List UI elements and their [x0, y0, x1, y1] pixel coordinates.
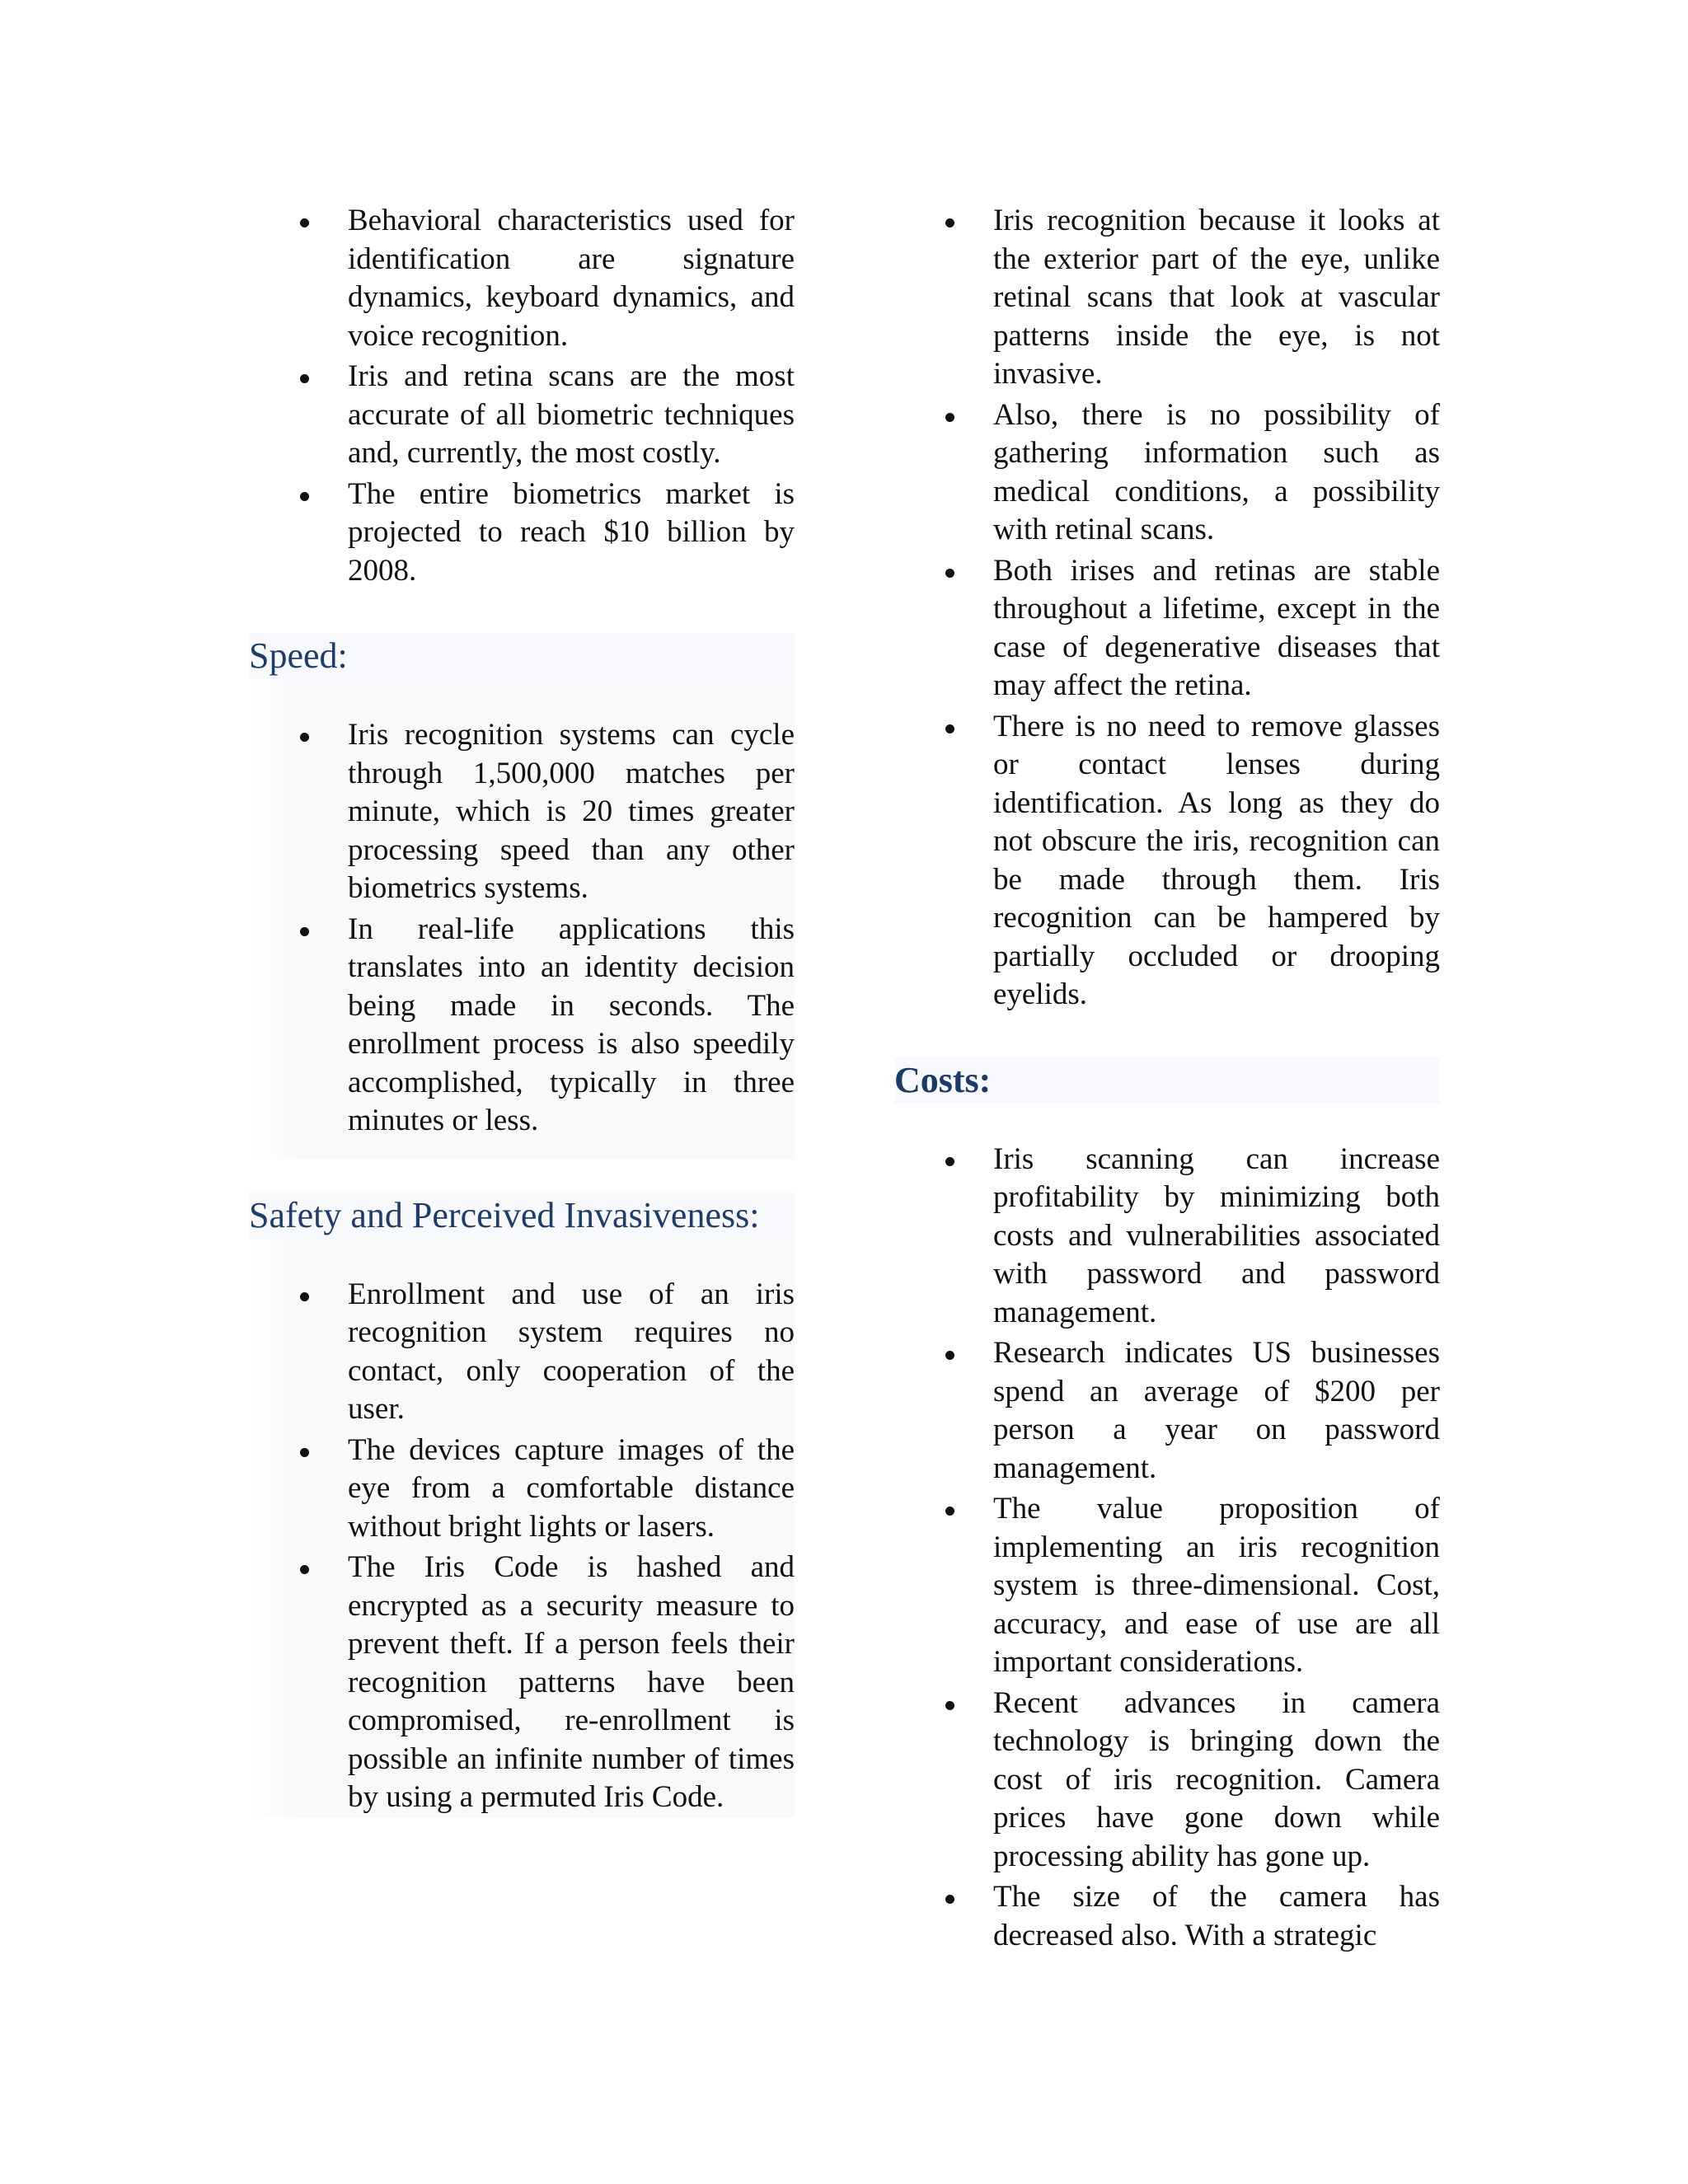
list-item: Both irises and retinas are stable throughout a lifetime, except in the case of degenerative diseases that may affect the retina.: [993, 552, 1440, 705]
list-item: The Iris Code is hashed and encrypted as a security measure to prevent theft. If a person feels their recognition patterns have been compromised, re-enrollment is possible an infinite number of times by using a permuted Iris Code.: [348, 1549, 795, 1817]
list-item: Iris recognition because it looks at the exterior part of the eye, unlike retinal scans that look at vascular patterns inside the eye, is not invasive.: [993, 202, 1440, 394]
list-item: The entire biometrics market is projected to reach $10 billion by 2008.: [348, 476, 795, 591]
list-item: Also, there is no possibility of gathering information such as medical conditions, a possibility with retinal scans.: [993, 396, 1440, 550]
costs-heading-band: [894, 1057, 1440, 1104]
list-item: Iris and retina scans are the most accurate of all biometric techniques and, currently, the most costly.: [348, 358, 795, 473]
list-item: Research indicates US businesses spend an average of $200 per person a year on password management.: [993, 1334, 1440, 1488]
safety-section: [249, 1239, 795, 1817]
list-item: Enrollment and use of an iris recognition system requires no contact, only cooperation of the user.: [348, 1276, 795, 1429]
right-column: [894, 202, 1440, 1957]
costs-bullet-list: [894, 1141, 1440, 1956]
safety-heading-band: [249, 1193, 795, 1239]
list-item: Iris recognition systems can cycle through 1,500,000 matches per minute, which is 20 times greater processing speed than any other biometrics systems.: [348, 716, 795, 908]
speed-bullet-list: [249, 716, 795, 1141]
list-item: The devices capture images of the eye from a comfortable distance without bright lights or lasers.: [348, 1432, 795, 1547]
left-column: [249, 202, 795, 1820]
intro-bullet-list: [249, 202, 795, 590]
list-item: There is no need to remove glasses or contact lenses during identification. As long as they do not obscure the iris, recognition can be made through them. Iris recognition can be hampered by partially occluded or drooping eyelids.: [993, 708, 1440, 1015]
speed-section: [249, 679, 795, 1160]
list-item: In real-life applications this translates into an identity decision being made in seconds. The enrollment process is also speedily accomplished, typically in three minutes or less.: [348, 911, 795, 1141]
costs-heading: Costs:: [894, 1059, 992, 1100]
list-item: The value proposition of implementing an iris recognition system is three-dimensional. Cost, accuracy, and ease of use are all important considerations.: [993, 1490, 1440, 1682]
safety-heading: Safety and Perceived Invasiveness:: [249, 1194, 760, 1235]
speed-heading-band: [249, 633, 795, 679]
list-item: Recent advances in camera technology is bringing down the cost of iris recognition. Camera prices have gone down while processing ability has gone up.: [993, 1685, 1440, 1877]
list-item: Iris scanning can increase profitability by minimizing both costs and vulnerabilities associated with password and password management.: [993, 1141, 1440, 1333]
intro-bullet-list: [894, 202, 1440, 1015]
costs-section: [894, 1104, 1440, 1956]
safety-bullet-list: [249, 1276, 795, 1817]
speed-heading: Speed:: [249, 635, 348, 676]
list-item: The size of the camera has decreased also. With a strategic: [993, 1878, 1440, 1955]
list-item: Behavioral characteristics used for identification are signature dynamics, keyboard dynamics, and voice recognition.: [348, 202, 795, 355]
